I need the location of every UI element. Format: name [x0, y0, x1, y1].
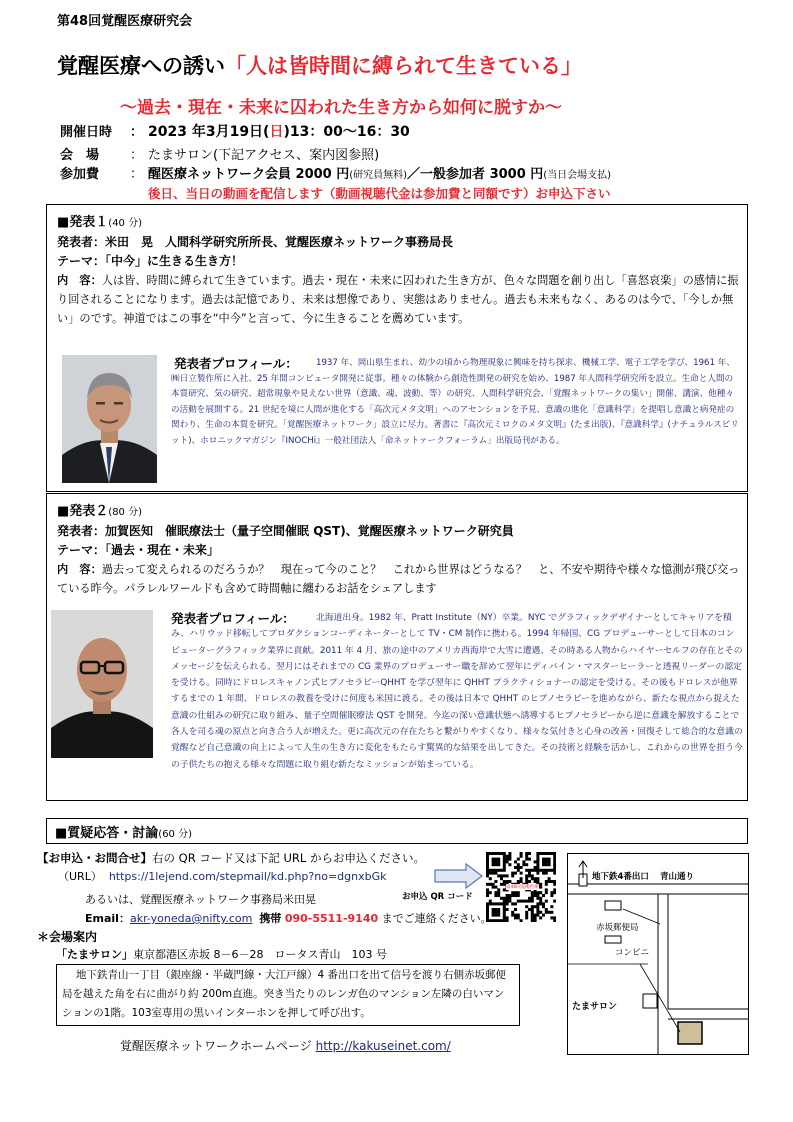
- video-notice: 後日、当日の動画を配信します（動画視聴代金は参加費と同額です）お申込下さい: [148, 186, 611, 201]
- contact-line: あるいは、覚醒医療ネットワーク事務局米田晃: [85, 893, 316, 906]
- venue-address: [56, 946, 387, 962]
- theme-label: テーマ：: [57, 254, 106, 268]
- talk2-section: [46, 493, 748, 801]
- content-label: 内 容：: [57, 563, 102, 576]
- qr-caption: 第48回覚醒医療: [506, 885, 539, 890]
- presenter-label: 発表者：: [57, 235, 106, 249]
- profile1-label: 発表者プロフィール：: [174, 356, 298, 371]
- phone-label: 携帯: [259, 912, 282, 925]
- apply-line: [37, 850, 425, 866]
- event-subtitle: ～過去・現在・未来に囚われた生き方から如何に脱すか～: [120, 98, 562, 118]
- fee-member-note: (研究員無料): [349, 170, 408, 181]
- talk2-presenter: [57, 522, 514, 539]
- map-street-label: 青山通り: [660, 872, 695, 882]
- theme-text: 「過去・現在・未来」: [105, 543, 220, 557]
- presenter-label: 発表者：: [57, 524, 106, 538]
- content-text: 人は皆、時間に縛られて生きています。過去・現在・未来に囚われた生き方が、色々な問題を創り出し「喜怒哀楽」の感情に振り回されることになります。過去は記憶であり、未来は想像であり、実態はありません。過去も未来もなく、あるのは今で、「今しか無い」のです。神道ではこの事を“中今”と言って、今に生きることを薦めています。: [57, 274, 739, 325]
- talk2-content: [57, 560, 743, 598]
- qa-heading-text: ■質疑応答・討論: [55, 826, 159, 841]
- venue-row: 会 場 ： たまサロン(下記アクセス、案内図参照): [60, 144, 379, 163]
- portrait-graphic: [62, 355, 157, 483]
- profile1-text: 1937 年、岡山県生まれ、幼少の頃から物理現象に興味を持ち探求、機械工学、電子工学を学び、1961 年、㈱日立製作所に入社、25 年間コンピュータ開発に従事。種々の体験から創造性開発の研究を始め、1987 年人間科学研究所を設立。生命と人間の本質研究、気の研究、超常現象や見えない世界（意識、魂、波動、等）の研究、人間科学研究会、「覚醒ネットワークの集い」開催、講演、他種々の活動を展開する。21 世紀を境に人間が進化する「高次元メタ文明」へのアセンションを予見、意識の進化「意識科学」を提唱し意識と病発症の関わり、生命の本質を研究。「覚醒医療ネットワーク」設立に尽力。著書に『高次元ミロクのメタ文明』(たま出版)、『意識科学』(ナチュラルスピリット)、ホロニックマガジン『INOCHi』一般社団法人「命ネットァークフォーラム」出版局刊がある。: [171, 358, 739, 446]
- access-box: [56, 964, 520, 1026]
- date-day: 日: [269, 124, 284, 140]
- homepage-line: [120, 1037, 451, 1054]
- date-value-pre: 2023 年3月19日(: [148, 124, 270, 140]
- qa-heading: [55, 822, 192, 841]
- fee-general: ／一般参加者 3000 円: [407, 167, 544, 182]
- access-directions: 地下鉄青山一丁目（銀座線・半蔵門線・大江戸線）4 番出口を出て信号を渡り右側赤坂郵便局を越えた角を右に曲がり約 200m直進。突き当たりのレンガ色のマンション左隣の白いマンションの1階。103室専用の黒いインターホンを押して呼び出す。: [62, 969, 507, 1019]
- qr-label: お申込 QR コード: [402, 892, 473, 902]
- event-title: [57, 50, 582, 80]
- map-post-office-label: 赤坂郵便局: [596, 923, 639, 933]
- organizer-title: 第48回覚醒医療研究会: [57, 14, 193, 29]
- venue-name: 「たまサロン」: [56, 948, 133, 961]
- title-main: 覚醒医療への誘い: [57, 54, 225, 78]
- talk1-heading-text: ■発表１: [57, 215, 109, 230]
- talk1-section: [46, 204, 748, 492]
- talk2-heading-text: ■発表２: [57, 504, 109, 519]
- qa-section: [46, 818, 748, 844]
- presenter-name: 米田 晃 人間科学研究所所長、覚醒医療ネットワーク事務局長: [105, 235, 454, 249]
- map-exit-label: 地下鉄4番出口: [592, 872, 649, 882]
- map-graphic: [568, 854, 748, 1054]
- phone-post: までご連絡ください。: [381, 912, 492, 925]
- apply-text: 右の QR コード又は下記 URL からお申込ください。: [152, 851, 425, 865]
- talk1-content: [57, 271, 743, 328]
- apply-head: 【お申込・お問合せ】: [37, 851, 152, 865]
- talk1-heading: [57, 211, 142, 230]
- homepage-link[interactable]: http://kakuseinet.com/: [315, 1039, 451, 1053]
- presenter2-photo: [51, 610, 153, 758]
- theme-text: 「中今」に生きる生き方！: [105, 254, 244, 268]
- date-row: 開催日時 ： 2023 年3月19日(日)13：00～16：30: [60, 121, 410, 141]
- content-label: 内 容：: [57, 274, 102, 287]
- salon-building-icon: [678, 1022, 702, 1044]
- presenter1-photo: [62, 355, 157, 483]
- phone-number: 090-5511-9140: [284, 912, 379, 925]
- venue-value: たまサロン(下記アクセス、案内図参照): [148, 148, 380, 163]
- talk1-presenter: [57, 233, 453, 250]
- portrait-graphic: [51, 610, 153, 758]
- talk2-heading: [57, 500, 142, 519]
- talk2-theme: [57, 541, 219, 558]
- venue-label: 会 場: [60, 148, 100, 163]
- fee-general-note: (当日会場支払): [543, 170, 612, 181]
- fee-member: 醒医療ネットワーク会員 2000 円: [148, 167, 350, 182]
- title-theme: 「人は皆時間に縛られて生きている」: [225, 54, 582, 78]
- talk2-minutes: (80 分): [108, 507, 143, 518]
- access-map: [567, 853, 749, 1055]
- map-salon-label: たまサロン: [572, 1002, 618, 1012]
- profile2-text: 北海道出身。1982 年、Pratt Institute（NY）卒業。NYC でグラフィックデザイナーとしてキャリアを積み、ハリウッド移転してプロダクションコーディネーターとして TV・CM 制作に携わる。1994 年帰国、CG プロデューサーとして日本のコンピューターグラフィック業界に貢献。2011 年 4 月、旅の途中のアメリカ西海岸で大雪に遭遇、その時ある人物からハイヤーセルフの存在とそのメッセージを伝えられる。翌月にはそれまでの CG 業界のプロデューサー職を辞めて翌年にディバイン・マスターヒーラーと透視リーダーの認定を受ける。同時にドロレスキャノン式ヒプノセラピーQHHT を学び翌年に QHHT プラクティショナーの認定を受ける。その後もドロレスが他界するまでの 1 年間、ドロレスの教養を受けに何度も米国に渡る。その後は日本で QHHT のヒプノセラピーを進めながら、新たな視点から捉えた意識の仕組みの研究に取り組み、量子空間催眠療法 QST を開発。今迄の深い意識状態へ誘導するヒプノセラピーから逆に意識を解放することで各人を司る魂の原点と向き合う人が増えた。更に高次元の存在たちと繋がりやすくなり、様々な気付きと心身の改善・回復そして総合的な意識の覚醒など自己意識の向上によって人生の生き方に変化をもたらす驚異的な結果を出してきた。その技術と経験を活かし、これからの世界を担う今の子供たちの抱える様々な問題に取り組む新たなミッションが始まっている。: [171, 613, 743, 770]
- presenter-name: 加賀医知 催眠療法士（量子空間催眠 QST)、覚醒医療ネットワーク研究員: [105, 524, 514, 538]
- qa-minutes: (60 分): [158, 829, 193, 840]
- map-convenience-label: コンビニ: [615, 948, 650, 958]
- content-text: 過去って変えられるのだろうか？ 現在って今のこと？ これから世界はどうなる？ と、不安や期待や様々な憶測が飛び交っている昨今。パラレルワールドも含めて時間軸に纏わるお話をシェアします: [57, 563, 740, 595]
- date-value-post: )13：00～16：30: [283, 124, 410, 140]
- application-url[interactable]: https://1lejend.com/stepmail/kd.php?no=dgnxbGk: [108, 870, 387, 883]
- date-label: 開催日時: [60, 125, 113, 140]
- venue-guide-heading: ＊会場案内: [37, 930, 98, 944]
- profile2-label: 発表者プロフィール：: [171, 611, 295, 626]
- email-label: Email：: [85, 912, 130, 925]
- venue-addr: 東京都港区赤坂 8－6－28 ロータス青山 103 号: [133, 948, 387, 961]
- theme-label: テーマ：: [57, 543, 106, 557]
- talk1-minutes: (40 分): [108, 218, 143, 229]
- fee-row: 参加費 ： 醒医療ネットワーク会員 2000 円(研究員無料)／一般参加者 3000 円(当日会場支払): [60, 163, 611, 182]
- qr-code-icon[interactable]: [486, 852, 556, 922]
- url-label: （URL）: [58, 870, 102, 883]
- email-link[interactable]: akr-yoneda@nifty.com: [129, 912, 253, 925]
- url-line: [58, 868, 387, 884]
- talk1-theme: [57, 252, 243, 269]
- fee-label: 参加費: [60, 167, 100, 182]
- email-line: [85, 910, 492, 926]
- homepage-label: 覚醒医療ネットワークホームページ: [120, 1039, 312, 1053]
